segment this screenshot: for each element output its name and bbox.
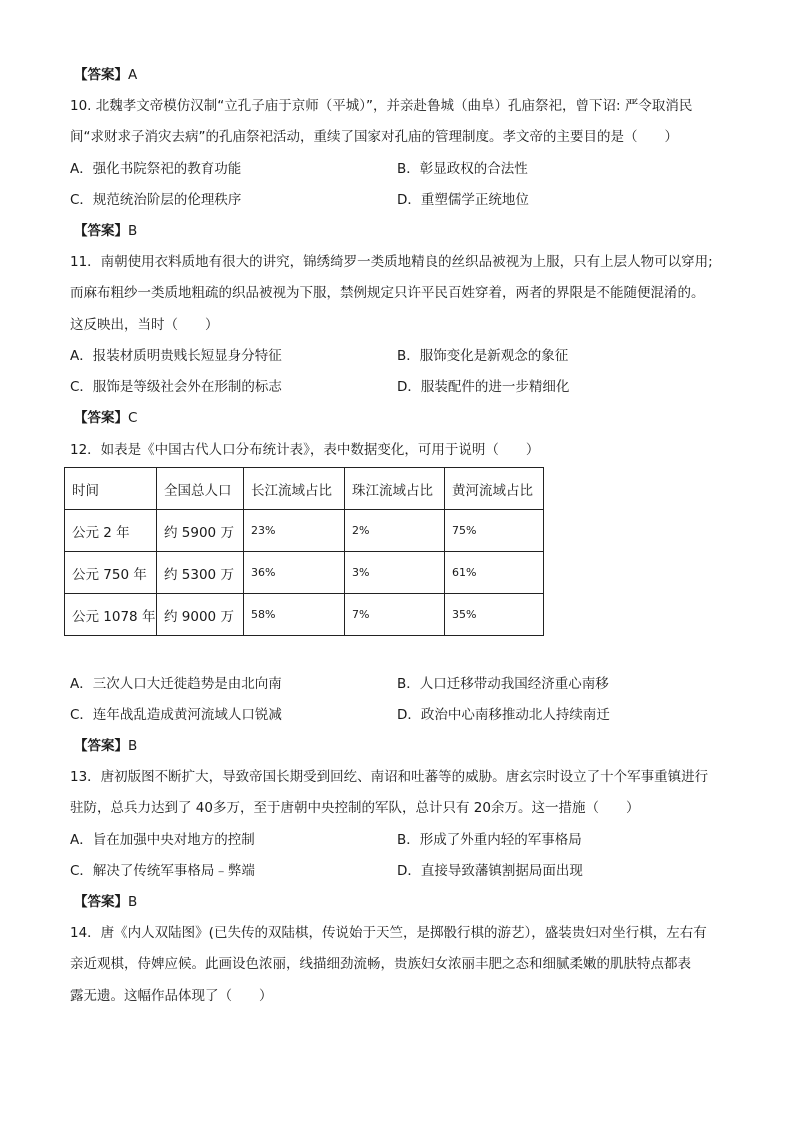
population-table [64,467,544,636]
answer-line [74,893,137,911]
answer-value: B [128,894,138,910]
answer-line [74,222,137,240]
option-13-a: A．旨在加强中央对地方的控制 [70,832,255,848]
option-12-a: A．三次人口大迁徙趋势是由北向南 [70,676,282,692]
option-13-d: D．直接导致藩镇割据局面出现 [397,863,583,879]
table-cell: 58% [244,594,345,636]
option-12-b: B．人口迁移带动我国经济重心南移 [397,676,609,692]
answer-tag: 【答案】 [74,738,128,754]
table-cell: 约 9000 万 [157,594,244,636]
table-header-row [65,468,544,510]
option-11-b: B．服饰变化是新观念的象征 [397,348,569,364]
table-cell: 公元 1078 年 [65,594,157,636]
question-13-line-1: 13．唐初版图不断扩大，导致帝国长期受到回纥、南诏和吐蕃等的威胁。唐玄宗时设立了十个军事重镇进行 [70,769,709,785]
option-11-d: D．服装配件的进一步精细化 [397,379,570,395]
answer-tag: 【答案】 [74,894,128,910]
table-cell: 23% [244,510,345,552]
answer-tag: 【答案】 [74,223,128,239]
option-11-c: C．服饰是等级社会外在形制的标志 [70,379,282,395]
question-11-line-3: 这反映出，当时（ ） [70,317,219,333]
table-row [65,552,544,594]
question-14-line-1: 14．唐《内人双陆图》(已失传的双陆棋，传说始于天竺，是掷骰行棋的游艺），盛装贵妇对坐行棋，左右有 [70,925,707,941]
table-header-cell: 全国总人口 [157,468,244,510]
option-10-b: B．彰显政权的合法性 [397,161,528,177]
table-header-cell: 黄河流域占比 [445,468,544,510]
option-13-b: B．形成了外重内轻的军事格局 [397,832,582,848]
answer-value: A [128,67,138,83]
table-cell: 约 5900 万 [157,510,244,552]
answer-value: B [128,223,138,239]
answer-tag: 【答案】 [74,410,128,426]
table-header-cell: 时间 [65,468,157,510]
option-11-a: A．报装材质明贵贱长短显身分特征 [70,348,282,364]
option-10-a: A．强化书院祭祀的教育功能 [70,161,242,177]
table-header-cell: 长江流域占比 [244,468,345,510]
answer-value: B [128,738,138,754]
question-10-line-1: 10. 北魏孝文帝模仿汉制“立孔子庙于京师（平城）”，并亲赴鲁城（曲阜）孔庙祭祀，曾下诏: 严令取消民 [70,98,693,114]
table-cell: 36% [244,552,345,594]
question-10-line-2: 间“求财求子消灾去病”的孔庙祭祀活动，重续了国家对孔庙的管理制度。孝文帝的主要目的是（ ） [70,129,678,145]
answer-value: C [128,410,138,426]
table-cell: 3% [345,552,445,594]
table-row [65,594,544,636]
question-11-line-1: 11．南朝使用衣料质地有很大的讲究，锦绣绮罗一类质地精良的丝织品被视为上服，只有上层人物可以穿用; [70,254,713,270]
table-cell: 公元 750 年 [65,552,157,594]
table-cell: 公元 2 年 [65,510,157,552]
answer-line [74,66,137,84]
question-13-line-2: 驻防，总兵力达到了 40多万，至于唐朝中央控制的军队，总计只有 20余万。这一措施（ ） [70,800,640,816]
question-11-line-2: 而麻布粗纱一类质地粗疏的织品被视为下服，禁例规定只许平民百姓穿着，两者的界限是不能随便混淆的。 [70,285,705,301]
table-cell: 35% [445,594,544,636]
answer-line [74,737,137,755]
option-13-c: C．解决了传统军事格局﹣弊端 [70,863,255,879]
option-12-d: D．政治中心南移推动北人持续南迁 [397,707,610,723]
table-header-cell: 珠江流域占比 [345,468,445,510]
table-cell: 75% [445,510,544,552]
question-12-line-1: 12．如表是《中国古代人口分布统计表》，表中数据变化，可用于说明（ ） [70,442,540,458]
table-cell: 7% [345,594,445,636]
option-12-c: C．连年战乱造成黄河流域人口锐减 [70,707,282,723]
answer-tag: 【答案】 [74,67,128,83]
table-row [65,510,544,552]
table-cell: 61% [445,552,544,594]
question-14-line-3: 露无遗。这幅作品体现了（ ） [70,988,273,1004]
option-10-c: C．规范统治阶层的伦理秩序 [70,192,242,208]
table-cell: 约 5300 万 [157,552,244,594]
question-14-line-2: 亲近观棋，侍婢应候。此画设色浓丽，线描细劲流畅，贵族妇女浓丽丰肥之态和细腻柔嫩的肌肤特点都表 [70,956,691,972]
option-10-d: D．重塑儒学正统地位 [397,192,529,208]
table-cell: 2% [345,510,445,552]
answer-line [74,409,137,427]
